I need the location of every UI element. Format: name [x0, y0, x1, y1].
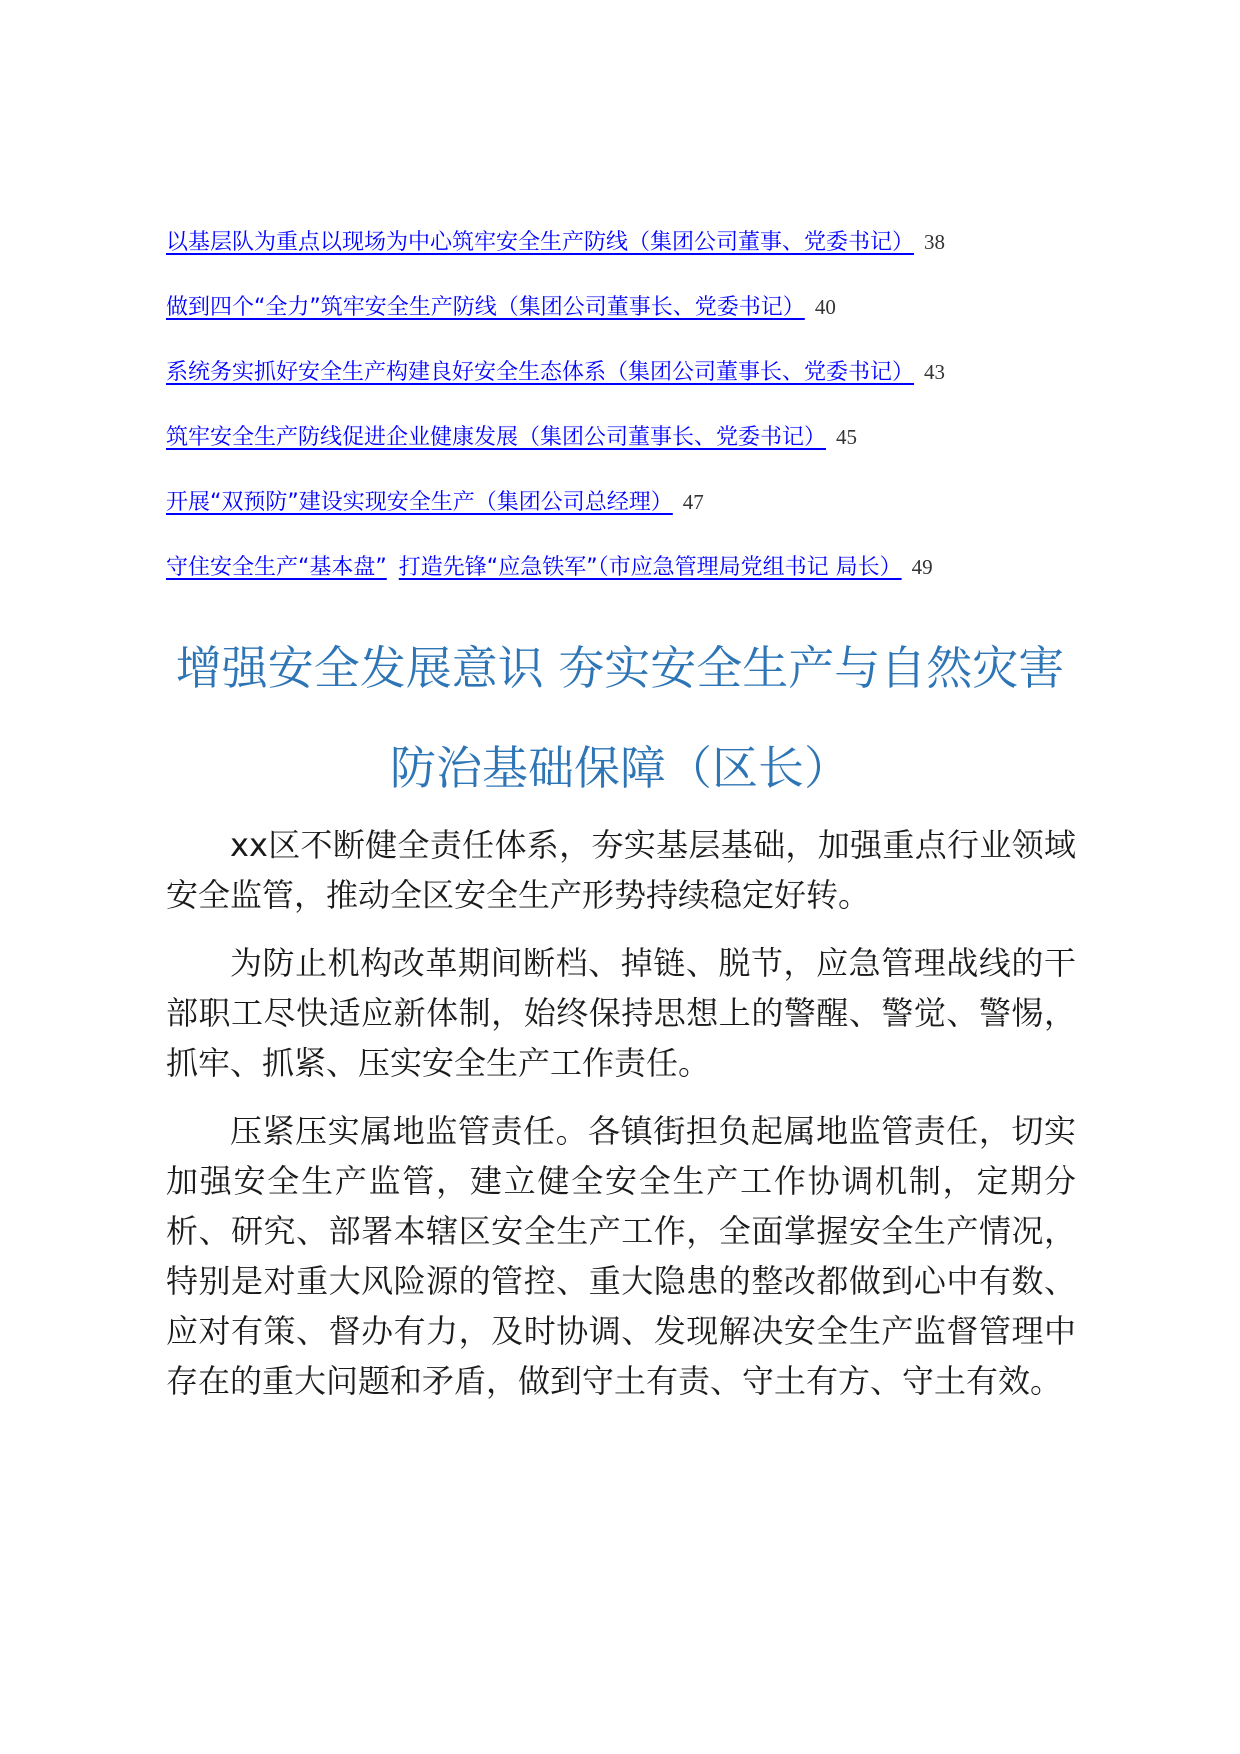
toc-page-number: 45: [836, 425, 858, 449]
toc-page-number: 40: [814, 295, 836, 319]
toc-page-number: 47: [682, 490, 704, 514]
toc-entry: [166, 287, 1086, 352]
article-title: [150, 618, 1090, 818]
toc-link[interactable]: 以基层队为重点以现场为中心筑牢安全生产防线（集团公司董事、党委书记）: [166, 230, 915, 255]
toc-page-number: 43: [924, 360, 946, 384]
toc-entry: [166, 222, 1086, 287]
body-paragraph: 压紧压实属地监管责任。各镇街担负起属地监管责任，切实加强安全生产监管，建立健全安全生产工作协调机制，定期分析、研究、部署本辖区安全生产工作，全面掌握安全生产情况，特别是对重大风险源的管控、重大隐患的整改都做到心中有数、应对有策、督办有力，及时协调、发现解决安全生产监督管理中存在的重大问题和矛盾，做到守土有责、守土有方、守土有效。: [166, 1112, 1076, 1400]
body-paragraph: xx区不断健全责任体系，夯实基层基础，加强重点行业领域安全监管，推动全区安全生产形势持续稳定好转。: [166, 826, 1076, 914]
toc-entry: [166, 352, 1086, 417]
article-title-line: 增强安全发展意识 夯实安全生产与自然灾害: [175, 641, 1065, 695]
table-of-contents: [166, 222, 1086, 612]
toc-entry: [166, 547, 1086, 612]
toc-entry: [166, 417, 1086, 482]
toc-link[interactable]: 系统务实抓好安全生产构建良好安全生态体系（集团公司董事长、党委书记）: [166, 360, 915, 385]
toc-link[interactable]: 做到四个“全力”筑牢安全生产防线（集团公司董事长、党委书记）: [166, 295, 805, 320]
body-paragraph: 为防止机构改革期间断档、掉链、脱节，应急管理战线的干部职工尽快适应新体制，始终保持思想上的警醒、警觉、警惕，抓牢、抓紧、压实安全生产工作责任。: [166, 944, 1076, 1082]
toc-link[interactable]: 筑牢安全生产防线促进企业健康发展（集团公司董事长、党委书记）: [166, 425, 827, 450]
toc-page-number: 49: [911, 555, 933, 579]
toc-link[interactable]: 打造先锋“应急铁军”（市应急管理局党组书记 局长）: [398, 555, 902, 580]
article-title-line: 防治基础保障（区长）: [390, 741, 850, 795]
toc-link[interactable]: 守住安全生产“基本盘”: [166, 555, 387, 580]
article-body: [166, 820, 1076, 1424]
toc-entry: [166, 482, 1086, 547]
toc-link[interactable]: 开展“双预防”建设实现安全生产（集团公司总经理）: [166, 490, 673, 515]
toc-page-number: 38: [924, 230, 946, 254]
